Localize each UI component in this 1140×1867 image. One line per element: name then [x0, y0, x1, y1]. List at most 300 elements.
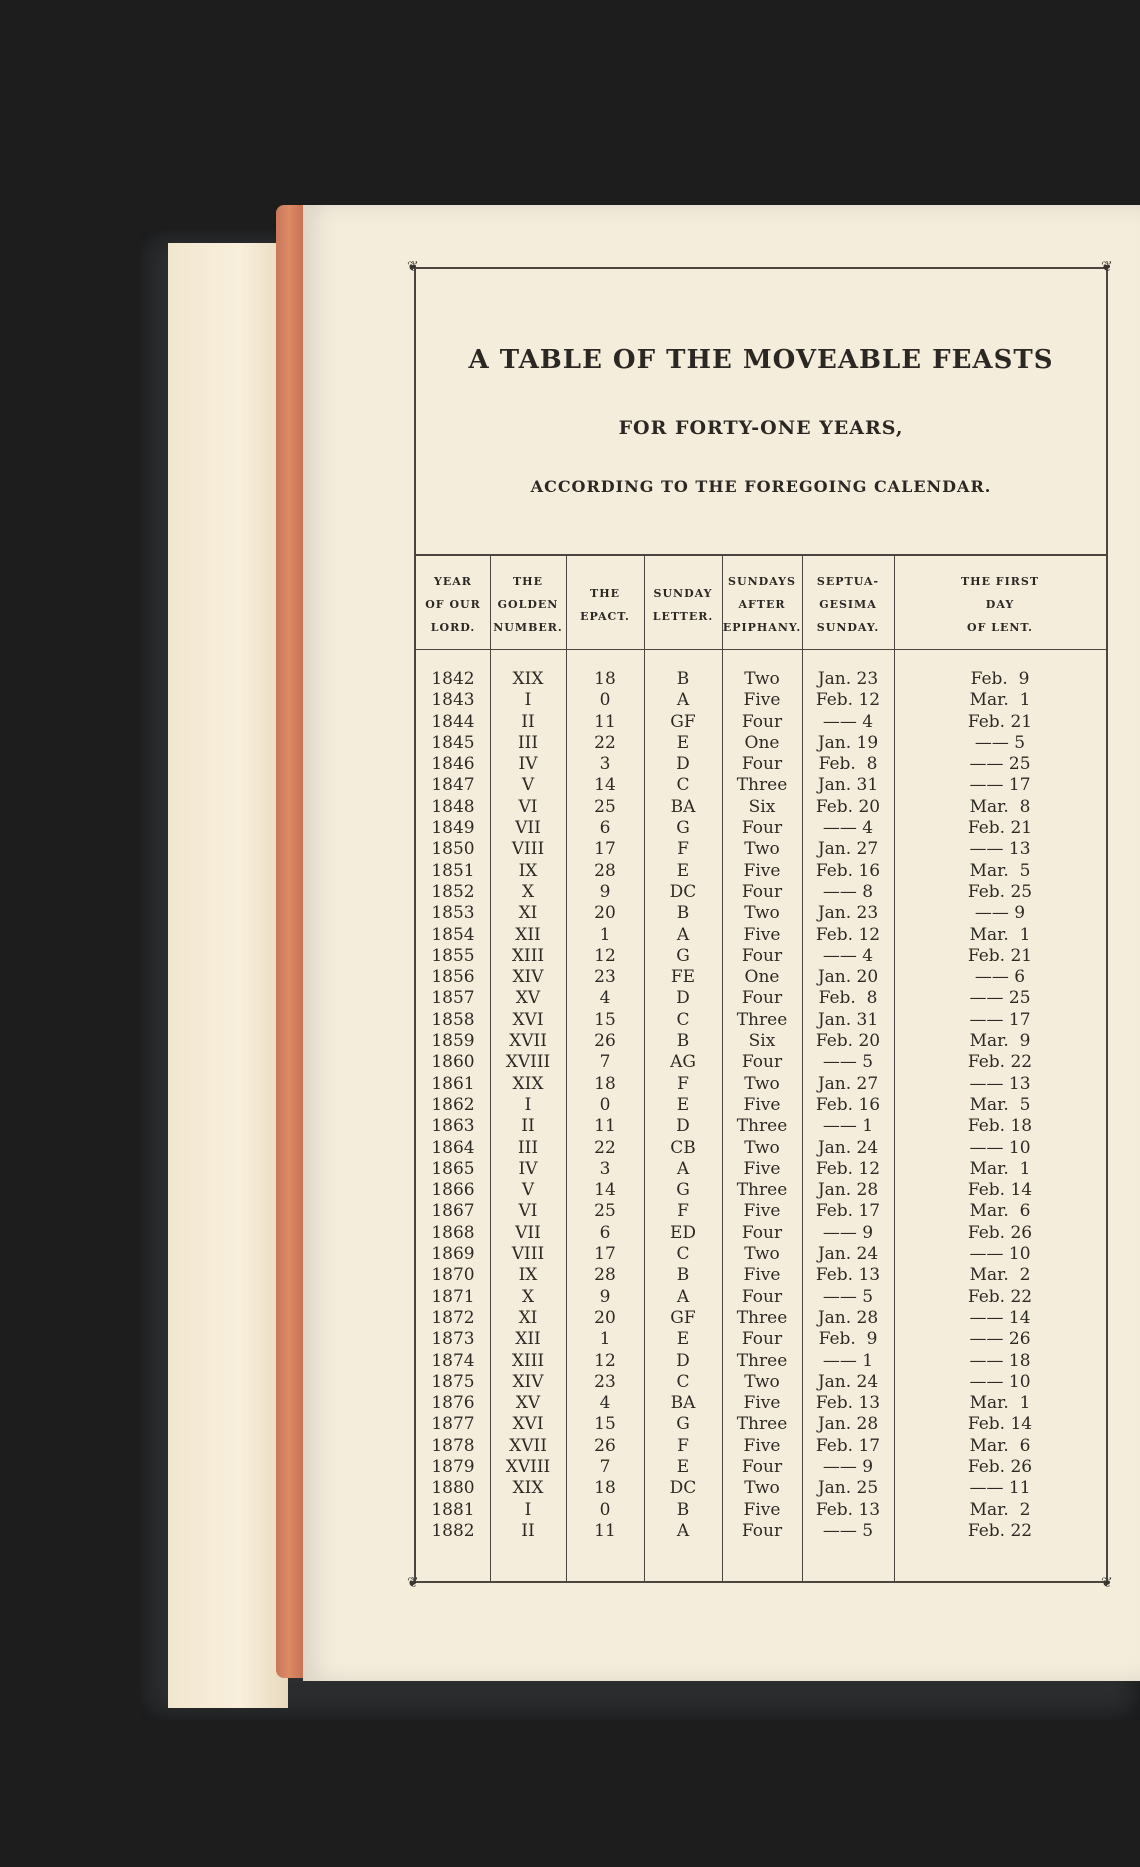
- column-header-sunday-letter: SUNDAY LETTER.: [652, 586, 714, 623]
- page-subtitle-calendar: ACCORDING TO THE FOREGOING CALENDAR.: [530, 477, 992, 496]
- cell-septuagesima-sunday: —— 5: [822, 1052, 874, 1073]
- cell-septuagesima-sunday: —— 9: [822, 1456, 874, 1477]
- cell-epact: 12: [594, 945, 616, 966]
- cell-first-day-of-lent: Mar. 1: [969, 1158, 1031, 1179]
- column-header-epact: THE EPACT.: [580, 586, 630, 623]
- table-row: [416, 1308, 1106, 1329]
- cell-golden-number: I: [524, 690, 532, 711]
- cell-septuagesima-sunday: —— 5: [822, 1520, 874, 1541]
- cell-year: 1877: [431, 1414, 475, 1435]
- table-row: [416, 1414, 1106, 1435]
- cell-sundays-after-epiphany: Two: [744, 1478, 780, 1499]
- cell-first-day-of-lent: —— 10: [969, 1137, 1031, 1158]
- cell-year: 1848: [431, 796, 475, 817]
- cell-first-day-of-lent: —— 17: [969, 775, 1031, 796]
- cell-sunday-letter: E: [676, 1456, 690, 1477]
- cell-year: 1849: [431, 818, 475, 839]
- cell-golden-number: XI: [518, 903, 538, 924]
- cell-sunday-letter: B: [676, 669, 690, 689]
- cell-epact: 14: [594, 1180, 616, 1201]
- cell-sundays-after-epiphany: Three: [736, 1009, 788, 1030]
- cell-epact: 15: [594, 1009, 616, 1030]
- cell-year: 1857: [431, 988, 475, 1009]
- cell-year: 1853: [431, 903, 475, 924]
- cell-year: 1862: [431, 1094, 475, 1115]
- cell-year: 1861: [431, 1073, 475, 1094]
- table-row: [416, 1201, 1106, 1222]
- cell-year: 1871: [431, 1286, 475, 1307]
- cell-first-day-of-lent: —— 25: [969, 988, 1031, 1009]
- cell-sundays-after-epiphany: Five: [743, 1435, 781, 1456]
- page-title: A TABLE OF THE MOVEABLE FEASTS: [468, 345, 1054, 375]
- cell-sundays-after-epiphany: Six: [748, 796, 776, 817]
- cell-sunday-letter: G: [676, 1414, 690, 1435]
- cell-septuagesima-sunday: —— 4: [822, 818, 874, 839]
- cell-year: 1843: [431, 690, 475, 711]
- cell-septuagesima-sunday: Jan. 27: [817, 839, 879, 860]
- cell-year: 1842: [431, 669, 475, 689]
- cell-epact: 4: [599, 988, 611, 1009]
- cell-year: 1882: [431, 1520, 475, 1541]
- cell-first-day-of-lent: Feb. 22: [967, 1052, 1033, 1073]
- table-row: [416, 882, 1106, 903]
- cell-golden-number: XV: [515, 988, 541, 1009]
- cell-first-day-of-lent: —— 11: [969, 1478, 1031, 1499]
- cell-golden-number: XIV: [512, 967, 544, 988]
- cell-sundays-after-epiphany: Two: [744, 1244, 780, 1265]
- table-row: [416, 1478, 1106, 1499]
- cell-epact: 28: [594, 1265, 616, 1286]
- cell-first-day-of-lent: —— 6: [974, 967, 1026, 988]
- table-row: [416, 1031, 1106, 1052]
- cell-septuagesima-sunday: —— 4: [822, 945, 874, 966]
- cell-first-day-of-lent: —— 5: [974, 732, 1026, 753]
- cell-golden-number: II: [521, 1116, 535, 1137]
- cell-golden-number: XII: [515, 924, 541, 945]
- cell-golden-number: XIII: [511, 1350, 545, 1371]
- cell-epact: 0: [599, 1499, 611, 1520]
- cell-sunday-letter: DC: [669, 1478, 697, 1499]
- cell-first-day-of-lent: Mar. 2: [969, 1499, 1031, 1520]
- cell-sunday-letter: G: [676, 818, 690, 839]
- table-row: [416, 1223, 1106, 1244]
- cell-septuagesima-sunday: Jan. 24: [817, 1371, 879, 1392]
- cell-golden-number: VI: [518, 1201, 538, 1222]
- book-page: [303, 205, 1140, 1681]
- cell-first-day-of-lent: Feb. 26: [967, 1222, 1033, 1243]
- cell-first-day-of-lent: Mar. 6: [969, 1435, 1031, 1456]
- cell-sundays-after-epiphany: Five: [743, 1158, 781, 1179]
- cell-year: 1845: [431, 732, 475, 753]
- table-row: [416, 733, 1106, 754]
- cell-golden-number: XI: [518, 1307, 538, 1328]
- cell-year: 1855: [431, 945, 475, 966]
- cell-sunday-letter: E: [676, 860, 690, 881]
- cell-septuagesima-sunday: Feb. 16: [815, 860, 881, 881]
- cell-septuagesima-sunday: Jan. 27: [817, 1073, 879, 1094]
- table-row: [416, 1138, 1106, 1159]
- cell-septuagesima-sunday: Feb. 13: [815, 1265, 881, 1286]
- cell-sundays-after-epiphany: Two: [744, 1371, 780, 1392]
- cell-golden-number: IV: [518, 754, 538, 775]
- table-row: [416, 946, 1106, 967]
- cell-sundays-after-epiphany: Five: [743, 924, 781, 945]
- cell-sunday-letter: G: [676, 1180, 690, 1201]
- table-row: [416, 797, 1106, 818]
- cell-year: 1854: [431, 924, 475, 945]
- cell-first-day-of-lent: —— 14: [969, 1307, 1031, 1328]
- cell-year: 1847: [431, 775, 475, 796]
- table-row: [416, 903, 1106, 924]
- cell-golden-number: XIII: [511, 945, 545, 966]
- cell-sunday-letter: C: [676, 1371, 690, 1392]
- cell-year: 1864: [431, 1137, 475, 1158]
- cell-septuagesima-sunday: Jan. 31: [817, 1009, 879, 1030]
- cell-year: 1846: [431, 754, 475, 775]
- cell-golden-number: II: [521, 1520, 535, 1541]
- cell-sunday-letter: C: [676, 1009, 690, 1030]
- cell-sundays-after-epiphany: Three: [736, 1350, 788, 1371]
- cell-sundays-after-epiphany: Three: [736, 775, 788, 796]
- cell-sunday-letter: B: [676, 1499, 690, 1520]
- cell-septuagesima-sunday: Feb. 16: [815, 1094, 881, 1115]
- cell-first-day-of-lent: Feb. 9: [970, 669, 1030, 689]
- table-row: [416, 1500, 1106, 1521]
- table-row: [416, 1052, 1106, 1073]
- cell-year: 1873: [431, 1329, 475, 1350]
- cell-golden-number: VI: [518, 796, 538, 817]
- cell-sunday-letter: BA: [670, 1393, 696, 1414]
- cell-sunday-letter: A: [676, 1158, 690, 1179]
- cell-sundays-after-epiphany: Five: [743, 1393, 781, 1414]
- cell-epact: 25: [594, 796, 616, 817]
- cell-first-day-of-lent: Mar. 1: [969, 924, 1031, 945]
- cell-epact: 20: [594, 903, 616, 924]
- table-row: [416, 1159, 1106, 1180]
- corner-ornament-icon: ❦: [1101, 1575, 1113, 1591]
- cell-sundays-after-epiphany: Five: [743, 1499, 781, 1520]
- cell-septuagesima-sunday: —— 9: [822, 1222, 874, 1243]
- cell-year: 1874: [431, 1350, 475, 1371]
- table-row: [416, 1180, 1106, 1201]
- cell-golden-number: XVI: [512, 1414, 544, 1435]
- cell-golden-number: XVIII: [505, 1052, 551, 1073]
- cell-year: 1879: [431, 1456, 475, 1477]
- cell-epact: 0: [599, 690, 611, 711]
- cell-first-day-of-lent: —— 9: [974, 903, 1026, 924]
- cell-sunday-letter: E: [676, 1329, 690, 1350]
- cell-epact: 23: [594, 967, 616, 988]
- cell-first-day-of-lent: —— 10: [969, 1244, 1031, 1265]
- cell-first-day-of-lent: Feb. 26: [967, 1456, 1033, 1477]
- cell-first-day-of-lent: Mar. 5: [969, 860, 1031, 881]
- cell-sunday-letter: FE: [670, 967, 696, 988]
- cell-year: 1876: [431, 1393, 475, 1414]
- cell-sundays-after-epiphany: Six: [748, 1031, 776, 1052]
- table-row: [416, 988, 1106, 1009]
- cell-septuagesima-sunday: Feb. 13: [815, 1393, 881, 1414]
- cell-sunday-letter: C: [676, 1244, 690, 1265]
- table-row: [416, 1095, 1106, 1116]
- cell-septuagesima-sunday: —— 1: [822, 1350, 874, 1371]
- cell-epact: 7: [599, 1052, 611, 1073]
- cell-golden-number: XVIII: [505, 1456, 551, 1477]
- cell-sunday-letter: F: [677, 839, 689, 860]
- cell-sunday-letter: D: [676, 754, 690, 775]
- cell-first-day-of-lent: —— 25: [969, 754, 1031, 775]
- table-row: [416, 1244, 1106, 1265]
- cell-sundays-after-epiphany: Four: [741, 754, 783, 775]
- table-body: [416, 669, 1106, 1542]
- cell-septuagesima-sunday: Jan. 19: [817, 732, 879, 753]
- column-header-year: YEAR OF OUR LORD.: [425, 575, 481, 634]
- cell-golden-number: XVII: [509, 1435, 547, 1456]
- table-row: [416, 1074, 1106, 1095]
- cell-golden-number: VIII: [511, 839, 545, 860]
- cell-sundays-after-epiphany: Four: [741, 818, 783, 839]
- cell-epact: 20: [594, 1307, 616, 1328]
- cell-sunday-letter: D: [676, 1116, 690, 1137]
- table-row: [416, 1265, 1106, 1286]
- table-row: [416, 754, 1106, 775]
- cell-golden-number: IX: [518, 860, 538, 881]
- cell-first-day-of-lent: Feb. 21: [967, 818, 1033, 839]
- cell-epact: 17: [594, 1244, 616, 1265]
- cell-septuagesima-sunday: Feb. 17: [815, 1435, 881, 1456]
- page-subtitle: FOR FORTY-ONE YEARS,: [618, 417, 904, 439]
- table-row: [416, 1521, 1106, 1542]
- cell-first-day-of-lent: Mar. 5: [969, 1094, 1031, 1115]
- cell-golden-number: XIX: [512, 1073, 544, 1094]
- cell-sundays-after-epiphany: Four: [741, 711, 783, 732]
- cell-sundays-after-epiphany: Five: [743, 1265, 781, 1286]
- corner-ornament-icon: ❦: [407, 259, 419, 275]
- table-row: [416, 1393, 1106, 1414]
- cell-year: 1844: [431, 711, 475, 732]
- cell-first-day-of-lent: Feb. 21: [967, 711, 1033, 732]
- cell-sundays-after-epiphany: Four: [741, 1052, 783, 1073]
- cell-sundays-after-epiphany: Three: [736, 1116, 788, 1137]
- cell-golden-number: I: [524, 1094, 532, 1115]
- cell-sunday-letter: B: [676, 903, 690, 924]
- table-row: [416, 712, 1106, 733]
- cell-epact: 15: [594, 1414, 616, 1435]
- cell-golden-number: I: [524, 1499, 532, 1520]
- cell-year: 1865: [431, 1158, 475, 1179]
- cell-first-day-of-lent: Feb. 22: [967, 1286, 1033, 1307]
- cell-year: 1852: [431, 881, 475, 902]
- cell-septuagesima-sunday: Feb. 9: [818, 1329, 878, 1350]
- cell-golden-number: XIX: [512, 1478, 544, 1499]
- cell-septuagesima-sunday: Jan. 31: [817, 775, 879, 796]
- cell-epact: 22: [594, 1137, 616, 1158]
- table-row: [416, 690, 1106, 711]
- cell-epact: 18: [594, 1478, 616, 1499]
- cell-sundays-after-epiphany: Two: [744, 903, 780, 924]
- cell-sunday-letter: D: [676, 988, 690, 1009]
- cell-golden-number: III: [517, 732, 539, 753]
- cell-sunday-letter: GF: [670, 711, 696, 732]
- cell-year: 1881: [431, 1499, 475, 1520]
- cell-epact: 28: [594, 860, 616, 881]
- cell-septuagesima-sunday: Feb. 8: [818, 754, 878, 775]
- cell-golden-number: XIX: [512, 669, 544, 689]
- cell-septuagesima-sunday: Jan. 23: [817, 669, 879, 689]
- cell-epact: 25: [594, 1201, 616, 1222]
- cell-year: 1872: [431, 1307, 475, 1328]
- cell-epact: 26: [594, 1031, 616, 1052]
- cell-year: 1880: [431, 1478, 475, 1499]
- cell-sundays-after-epiphany: Four: [741, 1222, 783, 1243]
- cell-epact: 11: [594, 1116, 616, 1137]
- column-header-golden-number: THE GOLDEN NUMBER.: [493, 575, 563, 634]
- cell-septuagesima-sunday: —— 8: [822, 881, 874, 902]
- cell-year: 1863: [431, 1116, 475, 1137]
- cell-sunday-letter: B: [676, 1265, 690, 1286]
- table-row: [416, 925, 1106, 946]
- cell-golden-number: XVII: [509, 1031, 547, 1052]
- cell-golden-number: XII: [515, 1329, 541, 1350]
- cell-sundays-after-epiphany: Two: [744, 839, 780, 860]
- cell-year: 1859: [431, 1031, 475, 1052]
- cell-sunday-letter: BA: [670, 796, 696, 817]
- cell-epact: 9: [599, 1286, 611, 1307]
- cell-sundays-after-epiphany: Four: [741, 1520, 783, 1541]
- cell-sundays-after-epiphany: Five: [743, 1094, 781, 1115]
- cell-year: 1866: [431, 1180, 475, 1201]
- table-row: [416, 839, 1106, 860]
- left-page-edge: [168, 243, 288, 1708]
- cell-epact: 11: [594, 711, 616, 732]
- cell-septuagesima-sunday: Jan. 24: [817, 1137, 879, 1158]
- cell-septuagesima-sunday: Feb. 12: [815, 924, 881, 945]
- cell-first-day-of-lent: Feb. 14: [967, 1414, 1033, 1435]
- cell-epact: 0: [599, 1094, 611, 1115]
- table-row: [416, 967, 1106, 988]
- cell-epact: 14: [594, 775, 616, 796]
- cell-golden-number: XV: [515, 1393, 541, 1414]
- cell-golden-number: VII: [515, 818, 541, 839]
- cell-epact: 6: [599, 1222, 611, 1243]
- cell-sunday-letter: D: [676, 1350, 690, 1371]
- corner-ornament-icon: ❦: [407, 1575, 419, 1591]
- column-header-sundays-after-epiphany: SUNDAYS AFTER EPIPHANY.: [722, 575, 802, 634]
- cell-sundays-after-epiphany: Two: [744, 1137, 780, 1158]
- cell-septuagesima-sunday: —— 5: [822, 1286, 874, 1307]
- cell-sundays-after-epiphany: Five: [743, 1201, 781, 1222]
- cell-sundays-after-epiphany: Five: [743, 690, 781, 711]
- cell-first-day-of-lent: Feb. 21: [967, 945, 1033, 966]
- cell-first-day-of-lent: Mar. 1: [969, 1393, 1031, 1414]
- cell-sunday-letter: A: [676, 690, 690, 711]
- cell-first-day-of-lent: Feb. 14: [967, 1180, 1033, 1201]
- cell-epact: 17: [594, 839, 616, 860]
- cell-sunday-letter: A: [676, 1286, 690, 1307]
- cell-year: 1850: [431, 839, 475, 860]
- table-row: [416, 1372, 1106, 1393]
- table-row: [416, 775, 1106, 796]
- cell-septuagesima-sunday: Jan. 28: [817, 1307, 879, 1328]
- cell-sunday-letter: AG: [670, 1052, 696, 1073]
- table-row: [416, 1351, 1106, 1372]
- cell-sundays-after-epiphany: Two: [744, 1073, 780, 1094]
- cell-epact: 7: [599, 1456, 611, 1477]
- cell-year: 1867: [431, 1201, 475, 1222]
- cell-epact: 23: [594, 1371, 616, 1392]
- cell-sundays-after-epiphany: Three: [736, 1414, 788, 1435]
- cell-first-day-of-lent: Mar. 9: [969, 1031, 1031, 1052]
- header-divider: [416, 649, 1106, 650]
- table-frame: [407, 259, 1113, 1591]
- cell-first-day-of-lent: Feb. 18: [967, 1116, 1033, 1137]
- cell-epact: 3: [599, 1158, 611, 1179]
- cell-septuagesima-sunday: Jan. 28: [817, 1414, 879, 1435]
- cell-sunday-letter: DC: [669, 881, 697, 902]
- cell-sunday-letter: B: [676, 1031, 690, 1052]
- cell-first-day-of-lent: —— 10: [969, 1371, 1031, 1392]
- table-row: [416, 1329, 1106, 1350]
- cell-first-day-of-lent: Mar. 8: [969, 796, 1031, 817]
- cell-epact: 11: [594, 1520, 616, 1541]
- cell-first-day-of-lent: —— 26: [969, 1329, 1031, 1350]
- cell-golden-number: X: [521, 1286, 535, 1307]
- cell-first-day-of-lent: —— 18: [969, 1350, 1031, 1371]
- cell-sunday-letter: A: [676, 1520, 690, 1541]
- cell-sunday-letter: E: [676, 1094, 690, 1115]
- cell-sundays-after-epiphany: Five: [743, 860, 781, 881]
- cell-septuagesima-sunday: Feb. 8: [818, 988, 878, 1009]
- cell-sundays-after-epiphany: Three: [736, 1180, 788, 1201]
- cell-septuagesima-sunday: Jan. 24: [817, 1244, 879, 1265]
- cell-sundays-after-epiphany: Four: [741, 1329, 783, 1350]
- cell-septuagesima-sunday: Jan. 20: [817, 967, 879, 988]
- cell-year: 1860: [431, 1052, 475, 1073]
- cell-epact: 22: [594, 732, 616, 753]
- cell-septuagesima-sunday: —— 1: [822, 1116, 874, 1137]
- cell-golden-number: IV: [518, 1158, 538, 1179]
- cell-septuagesima-sunday: Feb. 12: [815, 1158, 881, 1179]
- cell-golden-number: X: [521, 881, 535, 902]
- cell-sunday-letter: ED: [669, 1222, 697, 1243]
- cell-first-day-of-lent: Mar. 2: [969, 1265, 1031, 1286]
- cell-sundays-after-epiphany: Four: [741, 1456, 783, 1477]
- cell-epact: 9: [599, 881, 611, 902]
- table-row: [416, 1287, 1106, 1308]
- cell-septuagesima-sunday: Feb. 12: [815, 690, 881, 711]
- table-row: [416, 1116, 1106, 1137]
- table-row: [416, 1010, 1106, 1031]
- cell-year: 1868: [431, 1222, 475, 1243]
- cell-sundays-after-epiphany: Three: [736, 1307, 788, 1328]
- cell-septuagesima-sunday: Feb. 13: [815, 1499, 881, 1520]
- table-row: [416, 1436, 1106, 1457]
- cell-septuagesima-sunday: Feb. 20: [815, 1031, 881, 1052]
- cell-golden-number: VIII: [511, 1244, 545, 1265]
- cell-golden-number: XVI: [512, 1009, 544, 1030]
- cell-sundays-after-epiphany: Four: [741, 945, 783, 966]
- cell-sunday-letter: A: [676, 924, 690, 945]
- cell-first-day-of-lent: Mar. 1: [969, 690, 1031, 711]
- heading-divider: [416, 554, 1106, 556]
- cell-septuagesima-sunday: Feb. 20: [815, 796, 881, 817]
- cell-sundays-after-epiphany: Four: [741, 988, 783, 1009]
- cell-golden-number: VII: [515, 1222, 541, 1243]
- cell-epact: 3: [599, 754, 611, 775]
- cell-epact: 18: [594, 669, 616, 689]
- cell-sunday-letter: G: [676, 945, 690, 966]
- cell-sundays-after-epiphany: Four: [741, 1286, 783, 1307]
- cell-septuagesima-sunday: Jan. 28: [817, 1180, 879, 1201]
